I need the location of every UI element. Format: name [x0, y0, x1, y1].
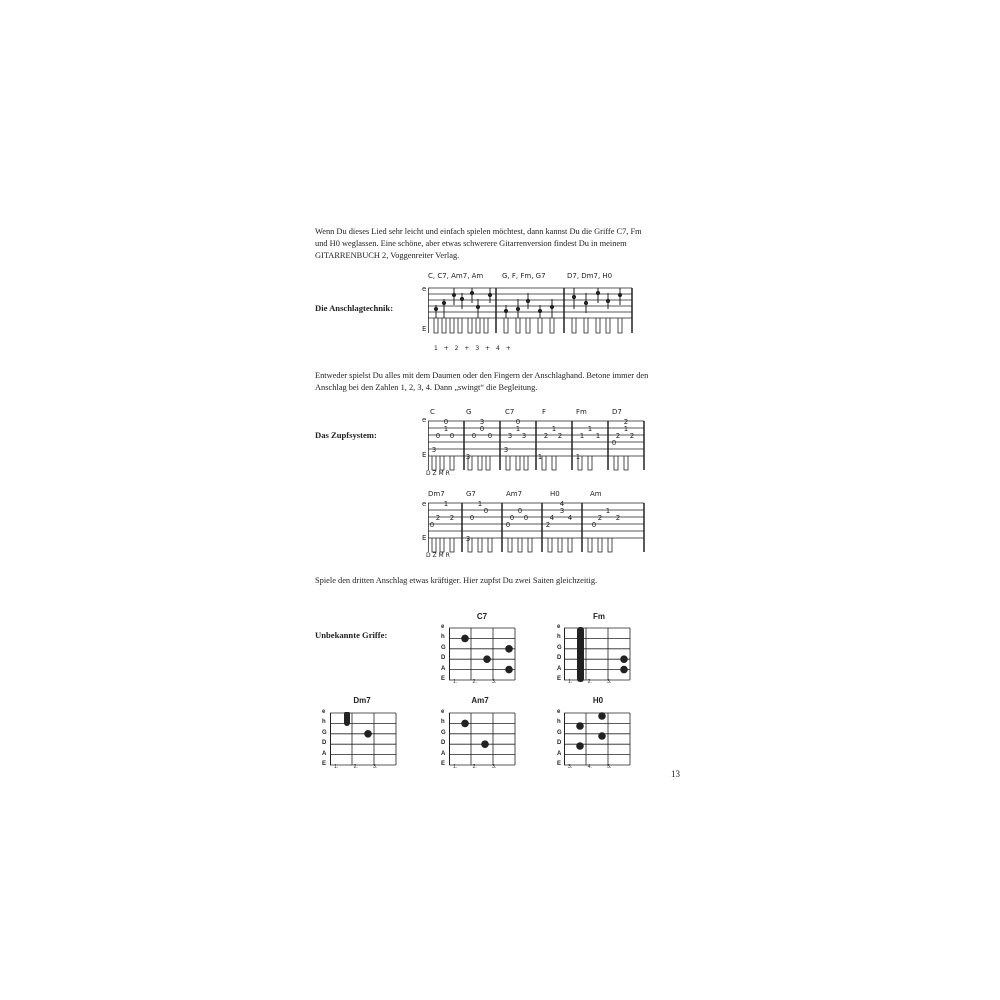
svg-text:0: 0: [435, 432, 441, 440]
zupf-label: Das Zupfsystem:: [315, 430, 377, 440]
fret-5: 5.: [607, 764, 612, 770]
svg-text:2: 2: [597, 514, 603, 522]
chord-am7-name: Am7: [471, 696, 489, 705]
string-d: D: [557, 655, 562, 662]
chord-fm-diagram: [564, 627, 634, 687]
svg-text:1: 1: [515, 425, 521, 433]
chord-fm-name: Fm: [593, 612, 605, 621]
string-g: G: [441, 644, 446, 651]
string-h: h: [557, 634, 561, 641]
anschlag-string-bottom: E: [422, 325, 427, 333]
anschlag-count: 1 + 2 + 3 + 4 +: [434, 345, 513, 352]
svg-text:4: 4: [549, 514, 555, 522]
zupf-chord-c: C: [430, 408, 435, 416]
fret-1: 1.: [568, 679, 573, 685]
anschlag-tab-staff: [428, 285, 634, 353]
zupf-chord-am7: Am7: [506, 490, 523, 498]
zupf-intro-paragraph: [315, 370, 660, 394]
intro-line-1: Wenn Du dieses Lied sehr leicht und einfach spielen möchtest, dann kannst Du die Griffe C7, Fm: [315, 227, 642, 236]
zupf-intro-line-2: Anschlag bei den Zahlen 1, 2, 3, 4. Dann „swingt“ die Begleitung.: [315, 383, 538, 392]
svg-text:3: 3: [479, 418, 485, 426]
svg-text:2: 2: [435, 514, 441, 522]
svg-text:1: 1: [623, 425, 629, 433]
fret-1: 1.: [453, 764, 458, 770]
fret-3: 3.: [492, 764, 497, 770]
svg-text:0: 0: [517, 507, 523, 515]
string-h: h: [322, 719, 326, 726]
svg-text:2: 2: [449, 514, 455, 522]
svg-text:3: 3: [465, 535, 471, 543]
svg-text:0: 0: [483, 507, 489, 515]
chord-c7-strings: [441, 622, 446, 684]
fret-3: 3.: [607, 679, 612, 685]
chord-fm-strings: [557, 622, 562, 684]
anschlag-label: Die Anschlagtechnik:: [315, 303, 394, 313]
chord-h0-strings: [557, 707, 562, 769]
svg-text:3: 3: [559, 507, 565, 515]
svg-text:1: 1: [443, 425, 449, 433]
svg-text:0: 0: [429, 521, 435, 529]
fret-3: 3.: [373, 764, 378, 770]
svg-text:0: 0: [479, 425, 485, 433]
chord-dm7-name: Dm7: [353, 696, 371, 705]
svg-text:1: 1: [551, 425, 557, 433]
anschlag-group-1: C, C7, Am7, Am: [428, 272, 484, 280]
zupf-row1-staff: [428, 418, 646, 472]
chord-am7-frets: [453, 764, 496, 770]
zupf-chord-dm7: Dm7: [428, 490, 445, 498]
string-e-low: E: [557, 761, 562, 768]
chord-dm7-frets: [334, 764, 377, 770]
zupf-row2-fingers: D Z M R: [426, 552, 450, 559]
chord-am7-strings: [441, 707, 446, 769]
griffe-label: Unbekannte Griffe:: [315, 630, 388, 640]
string-e: e: [557, 624, 561, 630]
svg-text:1: 1: [587, 425, 593, 433]
string-a: A: [441, 750, 446, 757]
fret-3: 3.: [492, 679, 497, 685]
string-e: e: [441, 624, 445, 630]
svg-text:0: 0: [523, 514, 529, 522]
string-d: D: [441, 740, 446, 747]
zupf-intro-line-1: Entweder spielst Du alles mit dem Daumen oder den Fingern der Anschlaghand. Betone immer den: [315, 371, 649, 380]
intro-line-2: und H0 weglassen. Eine schöne, aber etwas schwerere Gitarrenversion findest Du in meinem: [315, 239, 627, 248]
string-h: h: [557, 719, 561, 726]
svg-text:3: 3: [507, 432, 513, 440]
string-e: e: [322, 709, 326, 715]
svg-text:0: 0: [443, 418, 449, 426]
svg-text:3: 3: [521, 432, 527, 440]
chord-dm7-diagram: [330, 712, 400, 772]
fret-3: 3.: [568, 764, 573, 770]
chord-dm7-strings: [322, 707, 327, 769]
zupf-chord-c7: C7: [505, 408, 515, 416]
chord-h0-name: H0: [592, 696, 604, 705]
chord-h0-diagram: [564, 712, 634, 772]
string-e-low: E: [557, 676, 562, 683]
zupf-row1-string-bottom: E: [422, 451, 427, 459]
page-number: 13: [671, 769, 680, 779]
intro-line-3: GITARRENBUCH 2, Voggenreiter Verlag.: [315, 251, 460, 260]
svg-text:1: 1: [605, 507, 611, 515]
string-a: A: [557, 665, 562, 672]
svg-text:1: 1: [477, 500, 483, 508]
zupf-chord-g: G: [466, 408, 472, 416]
chord-c7-diagram: [449, 627, 519, 687]
zupf-chord-g7: G7: [466, 490, 476, 498]
string-h: h: [441, 719, 445, 726]
fret-2: 2.: [472, 679, 477, 685]
string-g: G: [557, 729, 562, 736]
string-e: e: [441, 709, 445, 715]
svg-text:2: 2: [545, 521, 551, 529]
zupf-row1-fingers: D Z M R: [426, 470, 450, 477]
svg-text:0: 0: [611, 439, 617, 447]
zupf-chord-h0: H0: [550, 490, 560, 498]
svg-text:2: 2: [615, 432, 621, 440]
anschlag-group-3: D7, Dm7, H0: [567, 272, 613, 280]
zupf-row1-string-top: e: [422, 416, 427, 424]
fret-1: 1.: [334, 764, 339, 770]
string-d: D: [557, 740, 562, 747]
svg-text:0: 0: [471, 432, 477, 440]
svg-text:2: 2: [557, 432, 563, 440]
chord-fm-frets: [568, 679, 611, 685]
string-e-low: E: [322, 761, 327, 768]
fret-4: 4.: [587, 764, 592, 770]
svg-text:3: 3: [431, 446, 437, 454]
string-d: D: [322, 740, 327, 747]
fret-1: 1.: [453, 679, 458, 685]
svg-text:1: 1: [537, 453, 543, 461]
anschlag-group-2: G, F, Fm, G7: [502, 272, 546, 280]
string-a: A: [557, 750, 562, 757]
chord-c7-name: C7: [476, 612, 488, 621]
zupf-chord-d7: D7: [612, 408, 622, 416]
chord-am7-diagram: [449, 712, 519, 772]
svg-text:1: 1: [595, 432, 601, 440]
chord-c7-frets: [453, 679, 496, 685]
zupf-chord-f: F: [542, 408, 547, 416]
string-e: e: [557, 709, 561, 715]
svg-text:0: 0: [449, 432, 455, 440]
svg-text:2: 2: [543, 432, 549, 440]
zupf-row2-string-top: e: [422, 500, 427, 508]
svg-text:0: 0: [487, 432, 493, 440]
svg-text:0: 0: [515, 418, 521, 426]
string-h: h: [441, 634, 445, 641]
fret-2: 2.: [587, 679, 592, 685]
svg-text:0: 0: [505, 521, 511, 529]
svg-text:1: 1: [575, 453, 581, 461]
string-e-low: E: [441, 676, 446, 683]
fret-2: 2.: [472, 764, 477, 770]
svg-text:4: 4: [567, 514, 573, 522]
string-e-low: E: [441, 761, 446, 768]
svg-text:1: 1: [579, 432, 585, 440]
svg-text:2: 2: [623, 418, 629, 426]
chord-h0-frets: [568, 764, 611, 770]
svg-text:1: 1: [443, 500, 449, 508]
svg-text:0: 0: [591, 521, 597, 529]
string-a: A: [441, 665, 446, 672]
string-g: G: [322, 729, 327, 736]
zupf-row2-string-bottom: E: [422, 534, 427, 542]
zupf-chord-fm: Fm: [576, 408, 587, 416]
string-g: G: [557, 644, 562, 651]
svg-text:0: 0: [509, 514, 515, 522]
svg-text:4: 4: [559, 500, 565, 508]
intro-paragraph: [315, 226, 660, 262]
zupf-row2-staff: [428, 500, 646, 554]
string-g: G: [441, 729, 446, 736]
svg-text:2: 2: [629, 432, 635, 440]
svg-text:0: 0: [469, 514, 475, 522]
svg-text:2: 2: [615, 514, 621, 522]
string-a: A: [322, 750, 327, 757]
anschlag-string-top: e: [422, 285, 427, 293]
string-d: D: [441, 655, 446, 662]
svg-text:3: 3: [465, 453, 471, 461]
dritter-anschlag-note: Spiele den dritten Anschlag etwas kräftiger. Hier zupfst Du zwei Saiten gleichzeitig.: [315, 576, 598, 585]
fret-2: 2.: [353, 764, 358, 770]
svg-text:3: 3: [503, 446, 509, 454]
zupf-chord-am: Am: [590, 490, 602, 498]
